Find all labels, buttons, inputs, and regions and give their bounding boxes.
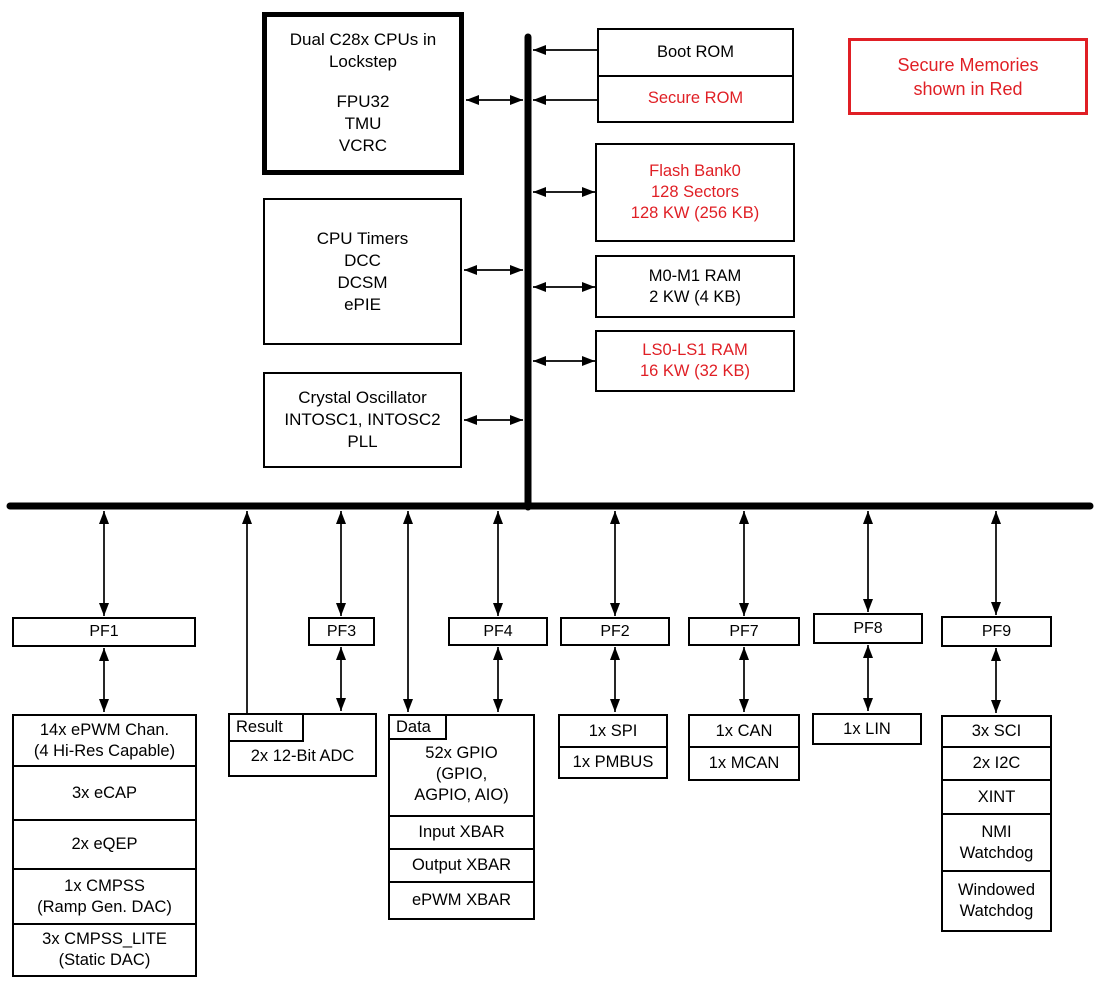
flash-line: 128 KW (256 KB) bbox=[630, 204, 760, 222]
pmbus-cell bbox=[560, 746, 666, 777]
gpio-line: 52x GPIO bbox=[425, 744, 498, 762]
spi-cell bbox=[560, 716, 666, 746]
cmpss-line: 1x CMPSS bbox=[64, 876, 145, 895]
xint-cell bbox=[943, 779, 1050, 813]
cpu-block bbox=[262, 12, 464, 175]
osc-line: PLL bbox=[347, 432, 378, 451]
ecap-line: 3x eCAP bbox=[71, 783, 138, 802]
secure-rom-cell bbox=[599, 75, 792, 122]
pf4-label: PF4 bbox=[483, 622, 513, 640]
oscillator-block bbox=[263, 372, 462, 468]
i2c-cell bbox=[943, 746, 1050, 779]
nmi-watchdog-line: Watchdog bbox=[959, 843, 1034, 862]
osc-line: Crystal Oscillator bbox=[298, 388, 427, 407]
gpio-data-label: Data bbox=[396, 717, 431, 736]
lin-label: 1x LIN bbox=[843, 719, 891, 738]
pf7-label: PF7 bbox=[729, 622, 759, 640]
note-line: Secure Memories bbox=[897, 54, 1039, 75]
pf8-box bbox=[813, 613, 923, 644]
input-xbar-segment bbox=[390, 815, 533, 848]
sci-label: 3x SCI bbox=[971, 722, 1022, 740]
cpu-title-line: Dual C28x CPUs in bbox=[289, 30, 437, 49]
flash-line: 128 Sectors bbox=[650, 183, 740, 201]
ls0ls1-line: 16 KW (32 KB) bbox=[639, 362, 751, 380]
memory-side-arrows bbox=[533, 50, 597, 361]
cmpss-lite-line: (Static DAC) bbox=[58, 951, 151, 969]
boot-rom-label: Boot ROM bbox=[656, 42, 735, 61]
lin-block bbox=[812, 713, 922, 745]
secure-rom-label: Secure ROM bbox=[647, 89, 744, 108]
cpu-title-line: Lockstep bbox=[328, 52, 398, 71]
pf7-box bbox=[688, 617, 800, 646]
pf3-label: PF3 bbox=[326, 622, 357, 640]
pf9-label: PF9 bbox=[981, 622, 1012, 640]
spi-stack bbox=[558, 714, 668, 779]
pf8-label: PF8 bbox=[853, 619, 883, 637]
cpu-side-arrows bbox=[464, 100, 523, 420]
adc-result-tab bbox=[228, 713, 304, 742]
mcan-label: 1x MCAN bbox=[708, 754, 780, 772]
flash-line: Flash Bank0 bbox=[649, 162, 741, 180]
pf-to-peripheral-arrows bbox=[104, 645, 996, 713]
pf1-label: PF1 bbox=[89, 623, 119, 640]
m0m1-line: M0-M1 RAM bbox=[648, 266, 742, 285]
cmpss-segment bbox=[14, 868, 195, 923]
output-xbar-segment bbox=[390, 848, 533, 881]
pf2-label: PF2 bbox=[600, 622, 630, 640]
can-stack bbox=[688, 714, 800, 781]
nmi-watchdog-line: NMI bbox=[981, 822, 1012, 841]
pf4-box bbox=[448, 617, 548, 646]
cpu-feature: FPU32 bbox=[336, 92, 390, 111]
cmpss-lite-line: 3x CMPSS_LITE bbox=[42, 930, 167, 948]
adc-label: 2x 12-Bit ADC bbox=[250, 747, 355, 765]
timers-line: DCSM bbox=[337, 272, 388, 292]
gpio-block bbox=[388, 714, 535, 920]
m0m1-line: 2 KW (4 KB) bbox=[649, 287, 741, 306]
xint-label: XINT bbox=[977, 787, 1016, 806]
gpio-line: (GPIO, bbox=[435, 765, 488, 783]
cmpss-line: (Ramp Gen. DAC) bbox=[37, 897, 172, 916]
cmpss-lite-segment bbox=[14, 923, 195, 975]
control-peripherals-stack bbox=[12, 714, 197, 977]
i2c-label: 2x I2C bbox=[972, 754, 1021, 772]
m0m1-ram-block bbox=[595, 255, 795, 318]
windowed-watchdog-line: Watchdog bbox=[959, 902, 1034, 920]
pf1-box bbox=[12, 617, 196, 647]
ecap-segment bbox=[14, 765, 195, 819]
system-peripherals-stack bbox=[941, 715, 1052, 932]
windowed-watchdog-cell bbox=[943, 870, 1050, 930]
pf3-box bbox=[308, 617, 375, 646]
eqep-segment bbox=[14, 819, 195, 868]
nmi-watchdog-cell bbox=[943, 813, 1050, 870]
epwm-xbar-segment bbox=[390, 881, 533, 918]
flash-block bbox=[595, 143, 795, 242]
adc-result-label: Result bbox=[236, 718, 283, 736]
rom-stack bbox=[597, 28, 794, 123]
ls0ls1-line: LS0-LS1 RAM bbox=[642, 341, 748, 359]
secure-memories-note bbox=[848, 38, 1088, 115]
can-cell bbox=[690, 716, 798, 746]
epwm-segment bbox=[14, 716, 195, 765]
pf2-box bbox=[560, 617, 670, 646]
cpu-feature: VCRC bbox=[338, 136, 388, 155]
boot-rom-cell bbox=[599, 30, 792, 75]
windowed-watchdog-line: Windowed bbox=[957, 881, 1036, 899]
note-line: shown in Red bbox=[913, 78, 1023, 99]
input-xbar-label: Input XBAR bbox=[418, 823, 505, 841]
timers-block bbox=[263, 198, 462, 345]
pmbus-label: 1x PMBUS bbox=[572, 753, 654, 771]
timers-line: ePIE bbox=[344, 294, 381, 314]
mcan-cell bbox=[690, 746, 798, 779]
pf9-box bbox=[941, 616, 1052, 647]
timers-line: DCC bbox=[344, 250, 381, 270]
epwm-xbar-label: ePWM XBAR bbox=[411, 891, 512, 909]
gpio-data-tab bbox=[388, 714, 447, 740]
ls0ls1-ram-block bbox=[595, 330, 795, 392]
cpu-feature: TMU bbox=[344, 114, 382, 133]
epwm-line: 14x ePWM Chan. bbox=[39, 720, 170, 739]
epwm-line: (4 Hi-Res Capable) bbox=[33, 741, 176, 760]
spi-label: 1x SPI bbox=[588, 721, 638, 740]
output-xbar-label: Output XBAR bbox=[411, 856, 512, 874]
osc-line: INTOSC1, INTOSC2 bbox=[284, 410, 441, 429]
timers-line: CPU Timers bbox=[316, 228, 409, 248]
gpio-line: AGPIO, AIO) bbox=[414, 786, 509, 804]
eqep-line: 2x eQEP bbox=[71, 835, 138, 853]
adc-block bbox=[228, 713, 377, 777]
sci-cell bbox=[943, 717, 1050, 746]
bus-to-pf-arrows bbox=[104, 511, 996, 713]
can-label: 1x CAN bbox=[715, 721, 773, 740]
